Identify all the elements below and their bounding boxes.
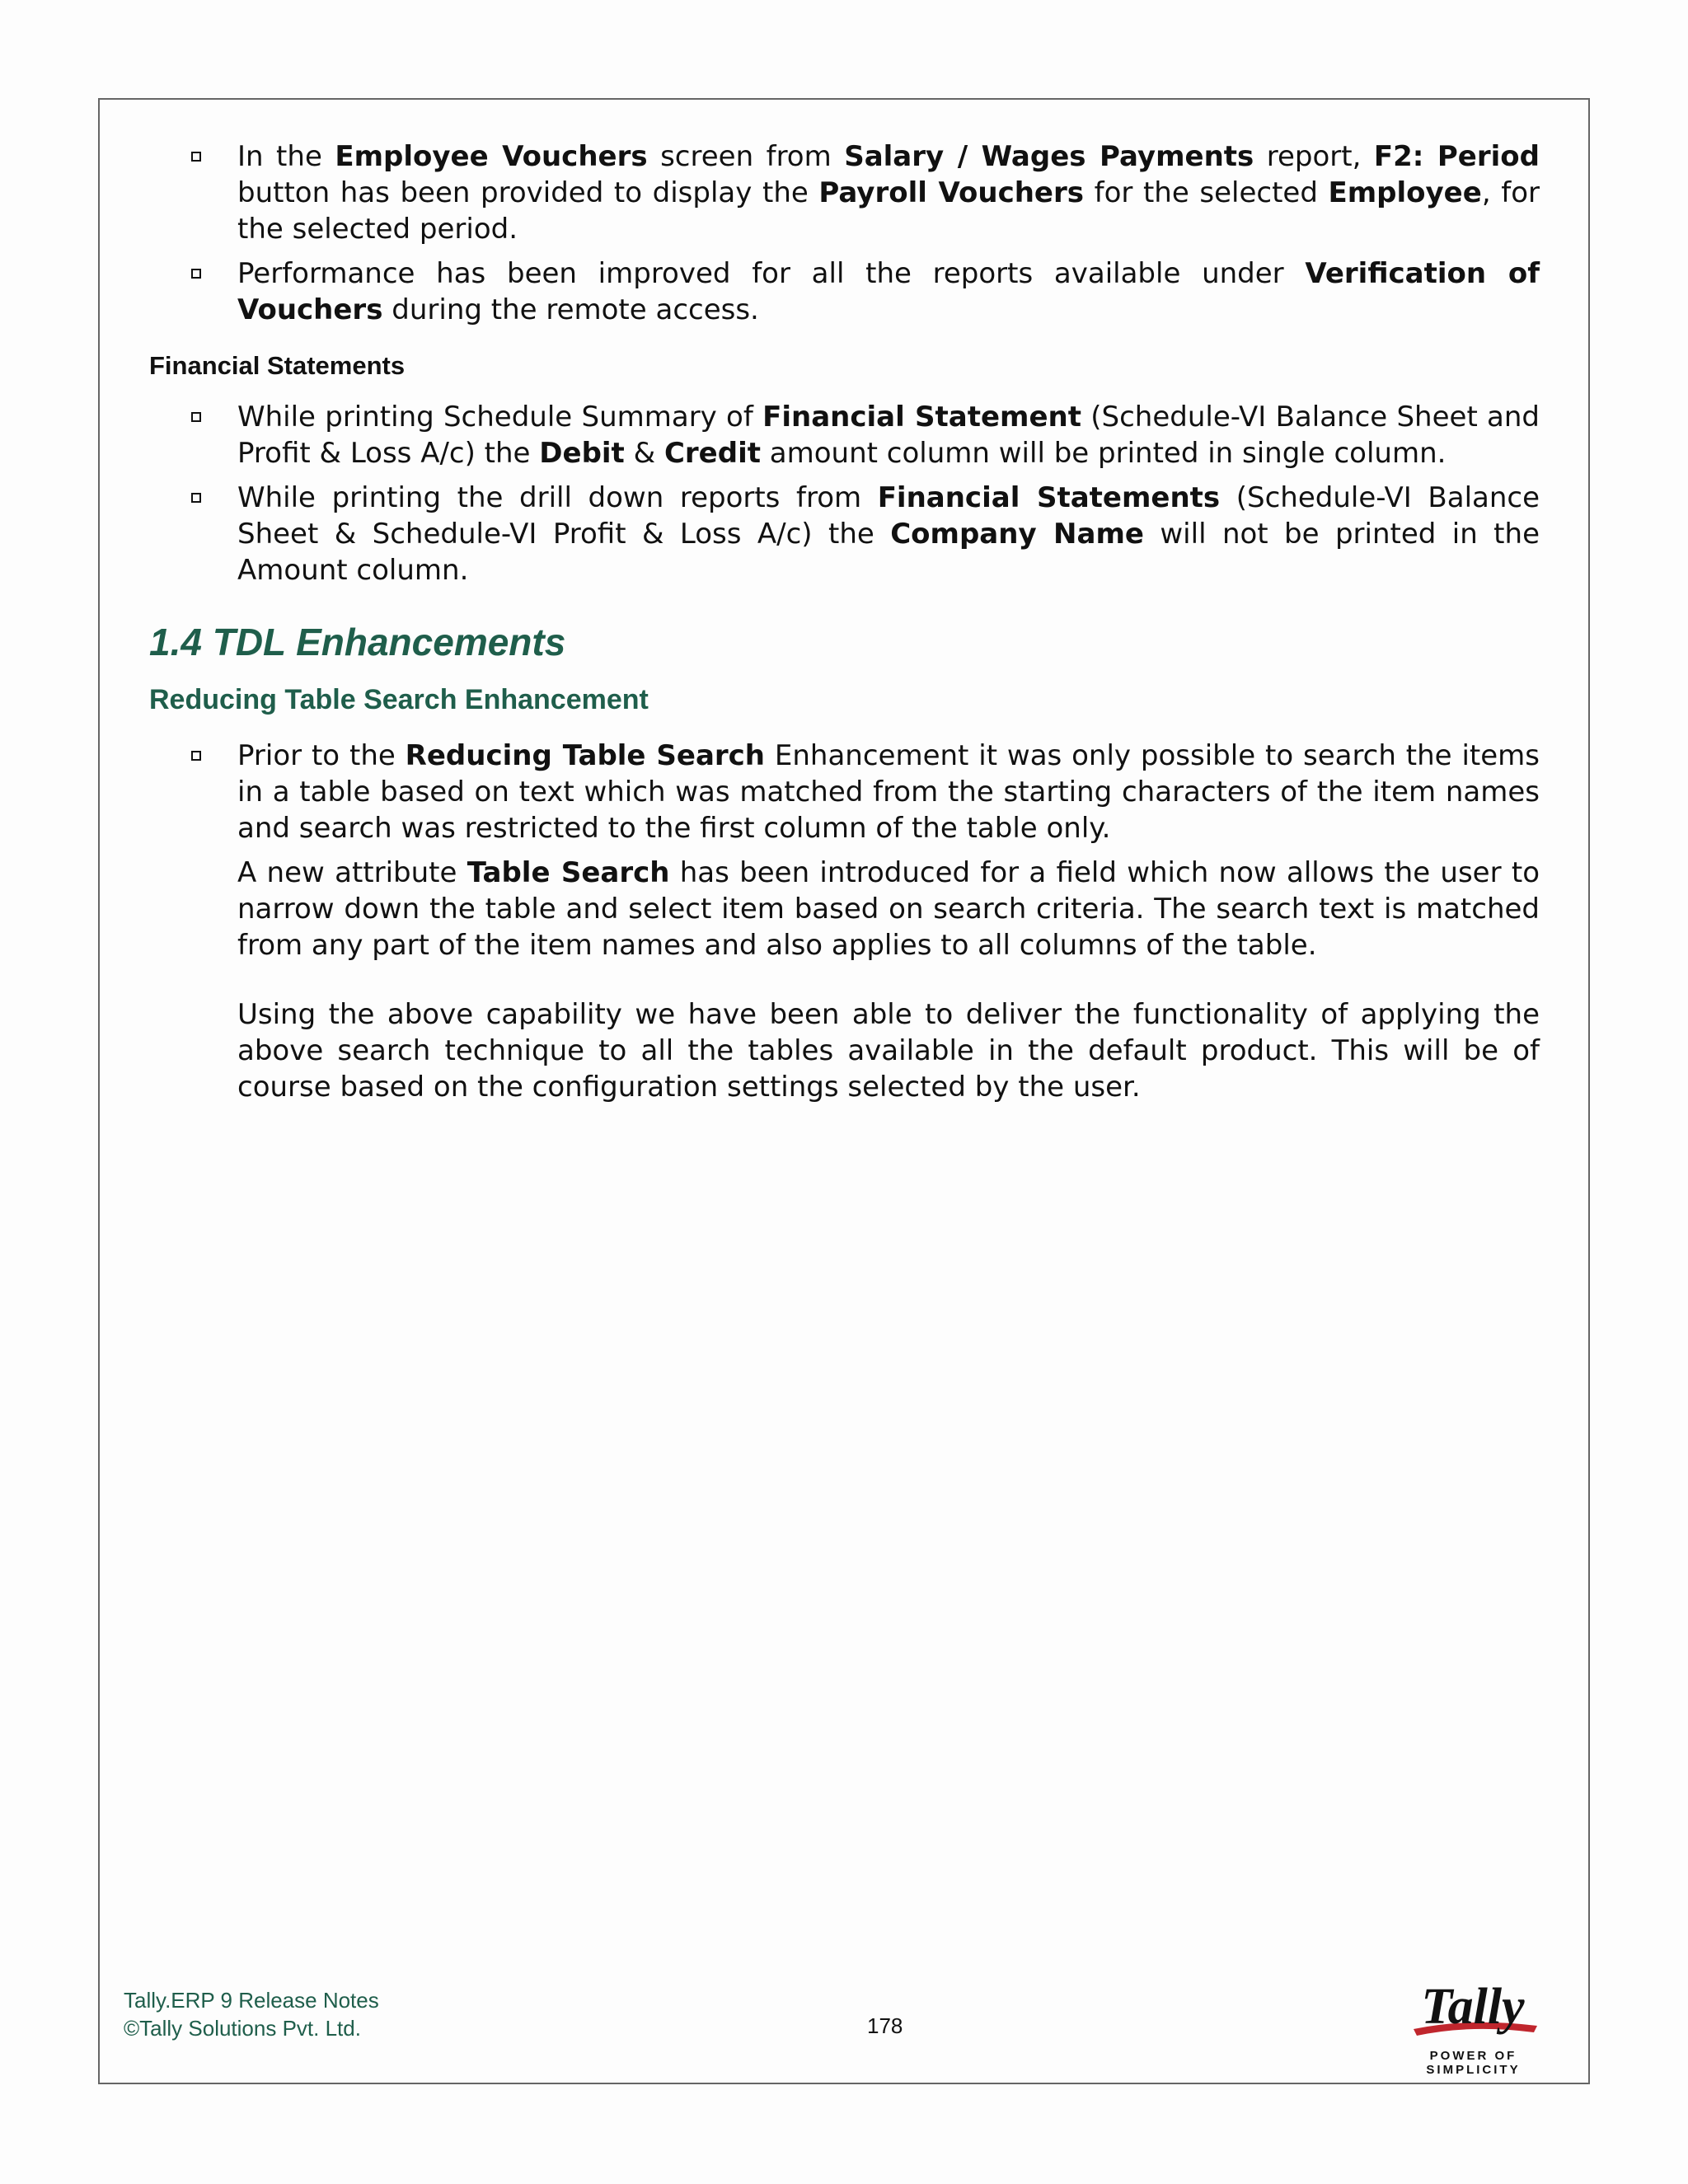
square-bullet-icon	[191, 269, 201, 279]
financial-statements-heading: Financial Statements	[149, 351, 406, 380]
square-bullet-icon	[191, 493, 201, 503]
section-heading-tdl: 1.4 TDL Enhancements	[149, 621, 566, 663]
list-item: Performance has been improved for all the reports available under Verification of Vouchers during the remote access.	[149, 255, 1540, 328]
square-bullet-icon	[191, 751, 201, 761]
bullet-list-payroll	[149, 138, 1540, 328]
list-item: While printing Schedule Summary of Financial Statement (Schedule-VI Balance Sheet and Profit & Loss A/c) the Debit & Credit amount column will be printed in single column.	[149, 399, 1540, 471]
bullet-list-tdl	[149, 738, 1540, 846]
paragraph-table-search: A new attribute Table Search has been introduced for a field which now allows the user to narrow down the table and select item based on search criteria. The search text is matched from any part of the item names and also applies to all columns of the table.	[237, 856, 1540, 962]
paragraph-capability: Using the above capability we have been able to deliver the functionality of applying the above search technique to all the tables available in the default product. This will be of course based on the configuration settings selected by the user.	[237, 998, 1540, 1104]
tally-logo	[1381, 1978, 1566, 2077]
logo-tagline: POWER OF SIMPLICITY	[1426, 2049, 1521, 2077]
square-bullet-icon	[191, 152, 201, 162]
page-content	[149, 138, 1540, 1133]
list-item: In the Employee Vouchers screen from Salary / Wages Payments report, F2: Period button has been provided to display the Payroll Vouchers for the selected Employee, for the selected period.	[149, 138, 1540, 247]
footer-left	[124, 1986, 379, 2042]
footer-release-notes: Tally.ERP 9 Release Notes	[124, 1988, 379, 2013]
square-bullet-icon	[191, 412, 201, 422]
footer-copyright: ©Tally Solutions Pvt. Ltd.	[124, 2016, 361, 2041]
tally-logo-icon	[1381, 1978, 1566, 2052]
bullet-list-financial	[149, 399, 1540, 588]
list-item: Prior to the Reducing Table Search Enhancement it was only possible to search the items in a table based on text which was matched from the starting characters of the item names and search was restricted to the first column of the table only.	[149, 738, 1540, 846]
logo-wordmark: Tally	[1421, 1979, 1525, 2035]
page-number: 178	[867, 2013, 903, 2038]
list-item: While printing the drill down reports from Financial Statements (Schedule-VI Balance Sheet & Schedule-VI Profit & Loss A/c) the Company Name will not be printed in the Amount column.	[149, 480, 1540, 588]
subsection-heading-reducing-table-search: Reducing Table Search Enhancement	[149, 684, 649, 715]
